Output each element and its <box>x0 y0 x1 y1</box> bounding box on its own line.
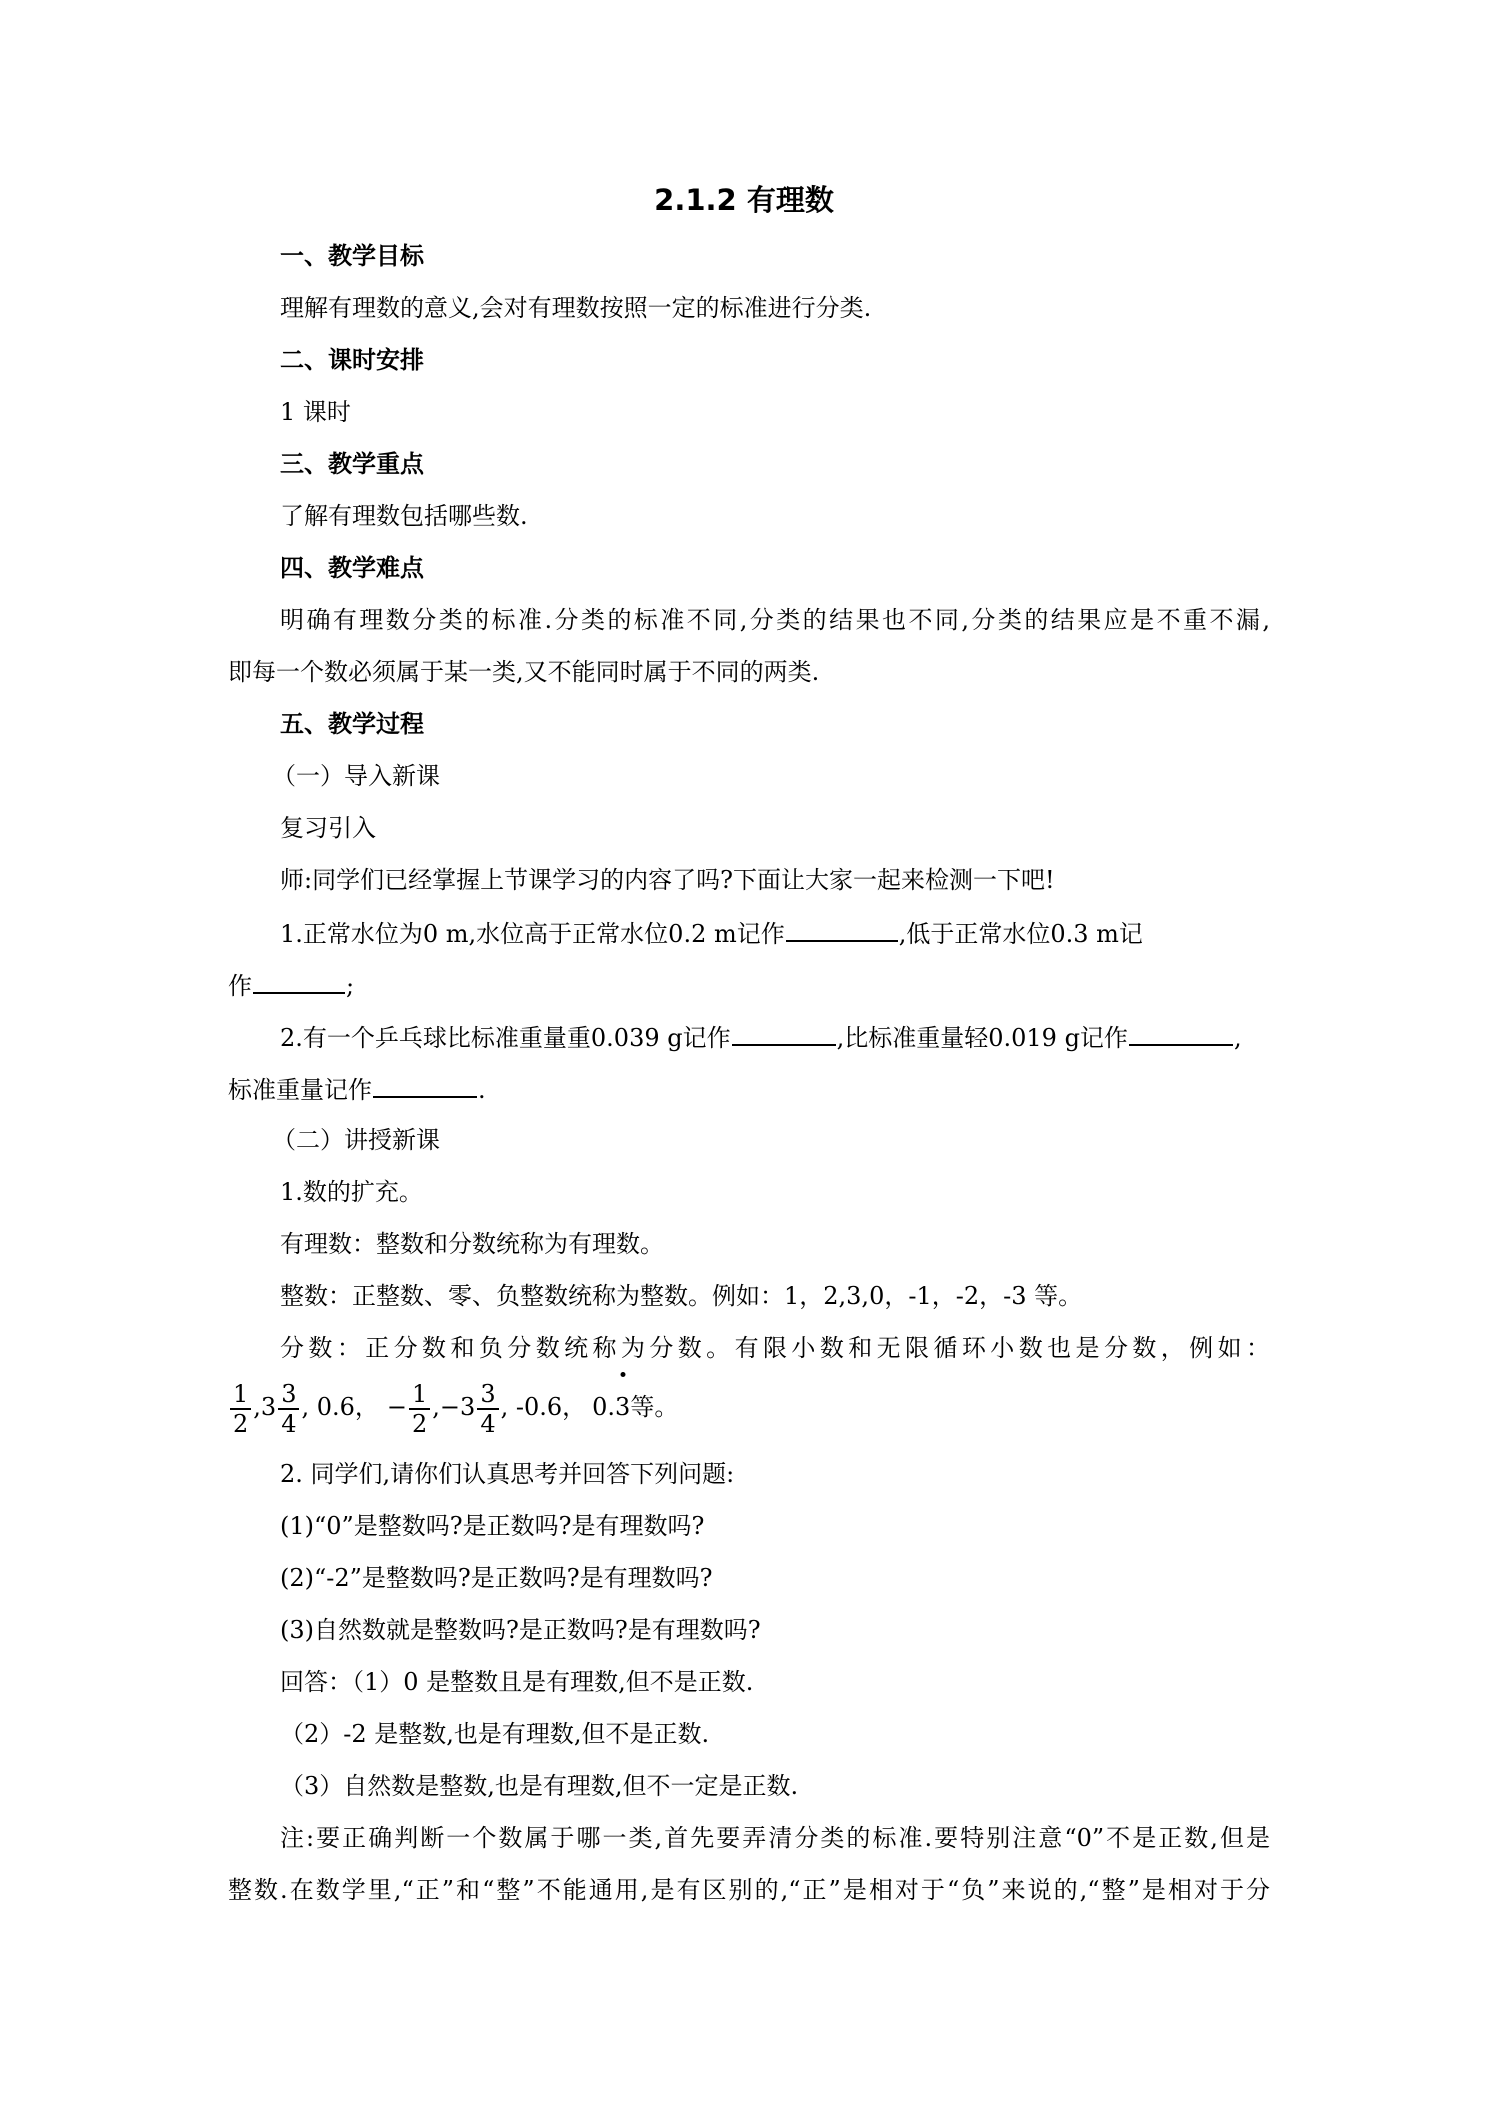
objectives-text: 理解有理数的意义,会对有理数按照一定的标准进行分类. <box>280 294 872 322</box>
question-1-line2 <box>228 966 354 1004</box>
key-points-text: 了解有理数包括哪些数. <box>280 502 528 530</box>
answer-blank-3[interactable] <box>732 1018 836 1046</box>
page-title: 2.1.2 有理数 <box>654 183 834 217</box>
answer-blank-5[interactable] <box>373 1070 477 1098</box>
fraction-neg-three-quarters: $\frac{3}{4}$ <box>477 1380 498 1438</box>
neg-decimal-example: , -0.6， <box>500 1393 587 1421</box>
answer-blank-1[interactable] <box>786 914 898 942</box>
question-1-text-b: ,低于正常水位0.3 m记 <box>898 920 1143 948</box>
section-heading-key-points: 三、教学重点 <box>280 450 424 478</box>
subsection-new-lesson: （二）讲授新课 <box>272 1126 440 1154</box>
subsection-intro: （一）导入新课 <box>272 762 440 790</box>
thinking-prompt: 2. 同学们,请你们认真思考并回答下列问题: <box>280 1460 735 1488</box>
answer-blank-4[interactable] <box>1129 1018 1233 1046</box>
question-2-text-e: . <box>478 1076 486 1104</box>
question-a: (1)“0”是整数吗?是正数吗?是有理数吗? <box>280 1512 705 1540</box>
number-extension: 1.数的扩充。 <box>280 1178 423 1206</box>
fraction-one-half: $\frac{1}{2}$ <box>230 1380 251 1438</box>
note-line2: 整数.在数学里,“正”和“整”不能通用,是有区别的,“正”是相对于“负”来说的,“整”是相对于分 <box>228 1876 1270 1904</box>
teacher-line: 师:同学们已经掌握上节课学习的内容了吗?下面让大家一起来检测一下吧! <box>280 866 1055 894</box>
review-label: 复习引入 <box>280 814 376 842</box>
question-1-line1 <box>280 914 1143 952</box>
fraction-definition: 分数：正分数和负分数统称为分数。有限小数和无限循环小数也是分数，例如： <box>280 1334 1270 1362</box>
fraction-neg-one-half: $\frac{1}{2}$ <box>409 1380 430 1438</box>
question-b: (2)“-2”是整数吗?是正数吗?是有理数吗? <box>280 1564 713 1592</box>
comma-three: ,3 <box>253 1393 277 1421</box>
section-heading-difficulties: 四、教学难点 <box>280 554 424 582</box>
repeating-dot <box>620 1372 625 1377</box>
question-2-text-b: ,比标准重量轻0.019 g记作 <box>836 1024 1128 1052</box>
section-heading-process: 五、教学过程 <box>280 710 424 738</box>
examples-tail: 等。 <box>630 1393 679 1421</box>
question-2-line1 <box>280 1018 1242 1056</box>
note-line1: 注:要正确判断一个数属于哪一类,首先要弄清分类的标准.要特别注意“0”不是正数,但是 <box>280 1824 1270 1852</box>
question-2-text-c: , <box>1233 1024 1242 1052</box>
section-heading-objectives: 一、教学目标 <box>280 242 424 270</box>
difficulties-text-line1: 明确有理数分类的标准.分类的标准不同,分类的结果也不同,分类的结果应是不重不漏, <box>280 606 1270 634</box>
repeating-decimal-base: 0. <box>592 1393 616 1421</box>
fraction-examples <box>228 1376 678 1438</box>
repeating-digit: 3 <box>615 1376 630 1438</box>
neg-three: ,−3 <box>432 1393 476 1421</box>
answer-3: （3）自然数是整数,也是有理数,但不一定是正数. <box>280 1772 799 1800</box>
rational-definition: 有理数：整数和分数统称为有理数。 <box>280 1230 664 1258</box>
difficulties-text-line2: 即每一个数必须属于某一类,又不能同时属于不同的两类. <box>228 658 820 686</box>
question-1-text-d: ; <box>346 972 355 1000</box>
question-2-text-d: 标准重量记作 <box>228 1076 372 1104</box>
schedule-text: 1 课时 <box>280 398 351 426</box>
integer-definition: 整数：正整数、零、负整数统称为整数。例如：1，2,3,0，-1，-2，-3 等。 <box>280 1282 1083 1310</box>
answer-1: 回答：（1）0 是整数且是有理数,但不是正数. <box>280 1668 754 1696</box>
fraction-three-quarters: $\frac{3}{4}$ <box>278 1380 299 1438</box>
minus-sign: − <box>386 1393 408 1421</box>
question-1-text-c: 作 <box>228 972 252 1000</box>
answer-blank-2[interactable] <box>253 966 345 994</box>
question-1-text-a: 1.正常水位为0 m,水位高于正常水位0.2 m记作 <box>280 920 785 948</box>
question-2-line2 <box>228 1070 486 1108</box>
question-2-text-a: 2.有一个乒乓球比标准重量重0.039 g记作 <box>280 1024 731 1052</box>
section-heading-schedule: 二、课时安排 <box>280 346 424 374</box>
decimal-example: , 0.6， <box>301 1393 379 1421</box>
answer-2: （2）-2 是整数,也是有理数,但不是正数. <box>280 1720 710 1748</box>
question-c: (3)自然数就是整数吗?是正数吗?是有理数吗? <box>280 1616 761 1644</box>
